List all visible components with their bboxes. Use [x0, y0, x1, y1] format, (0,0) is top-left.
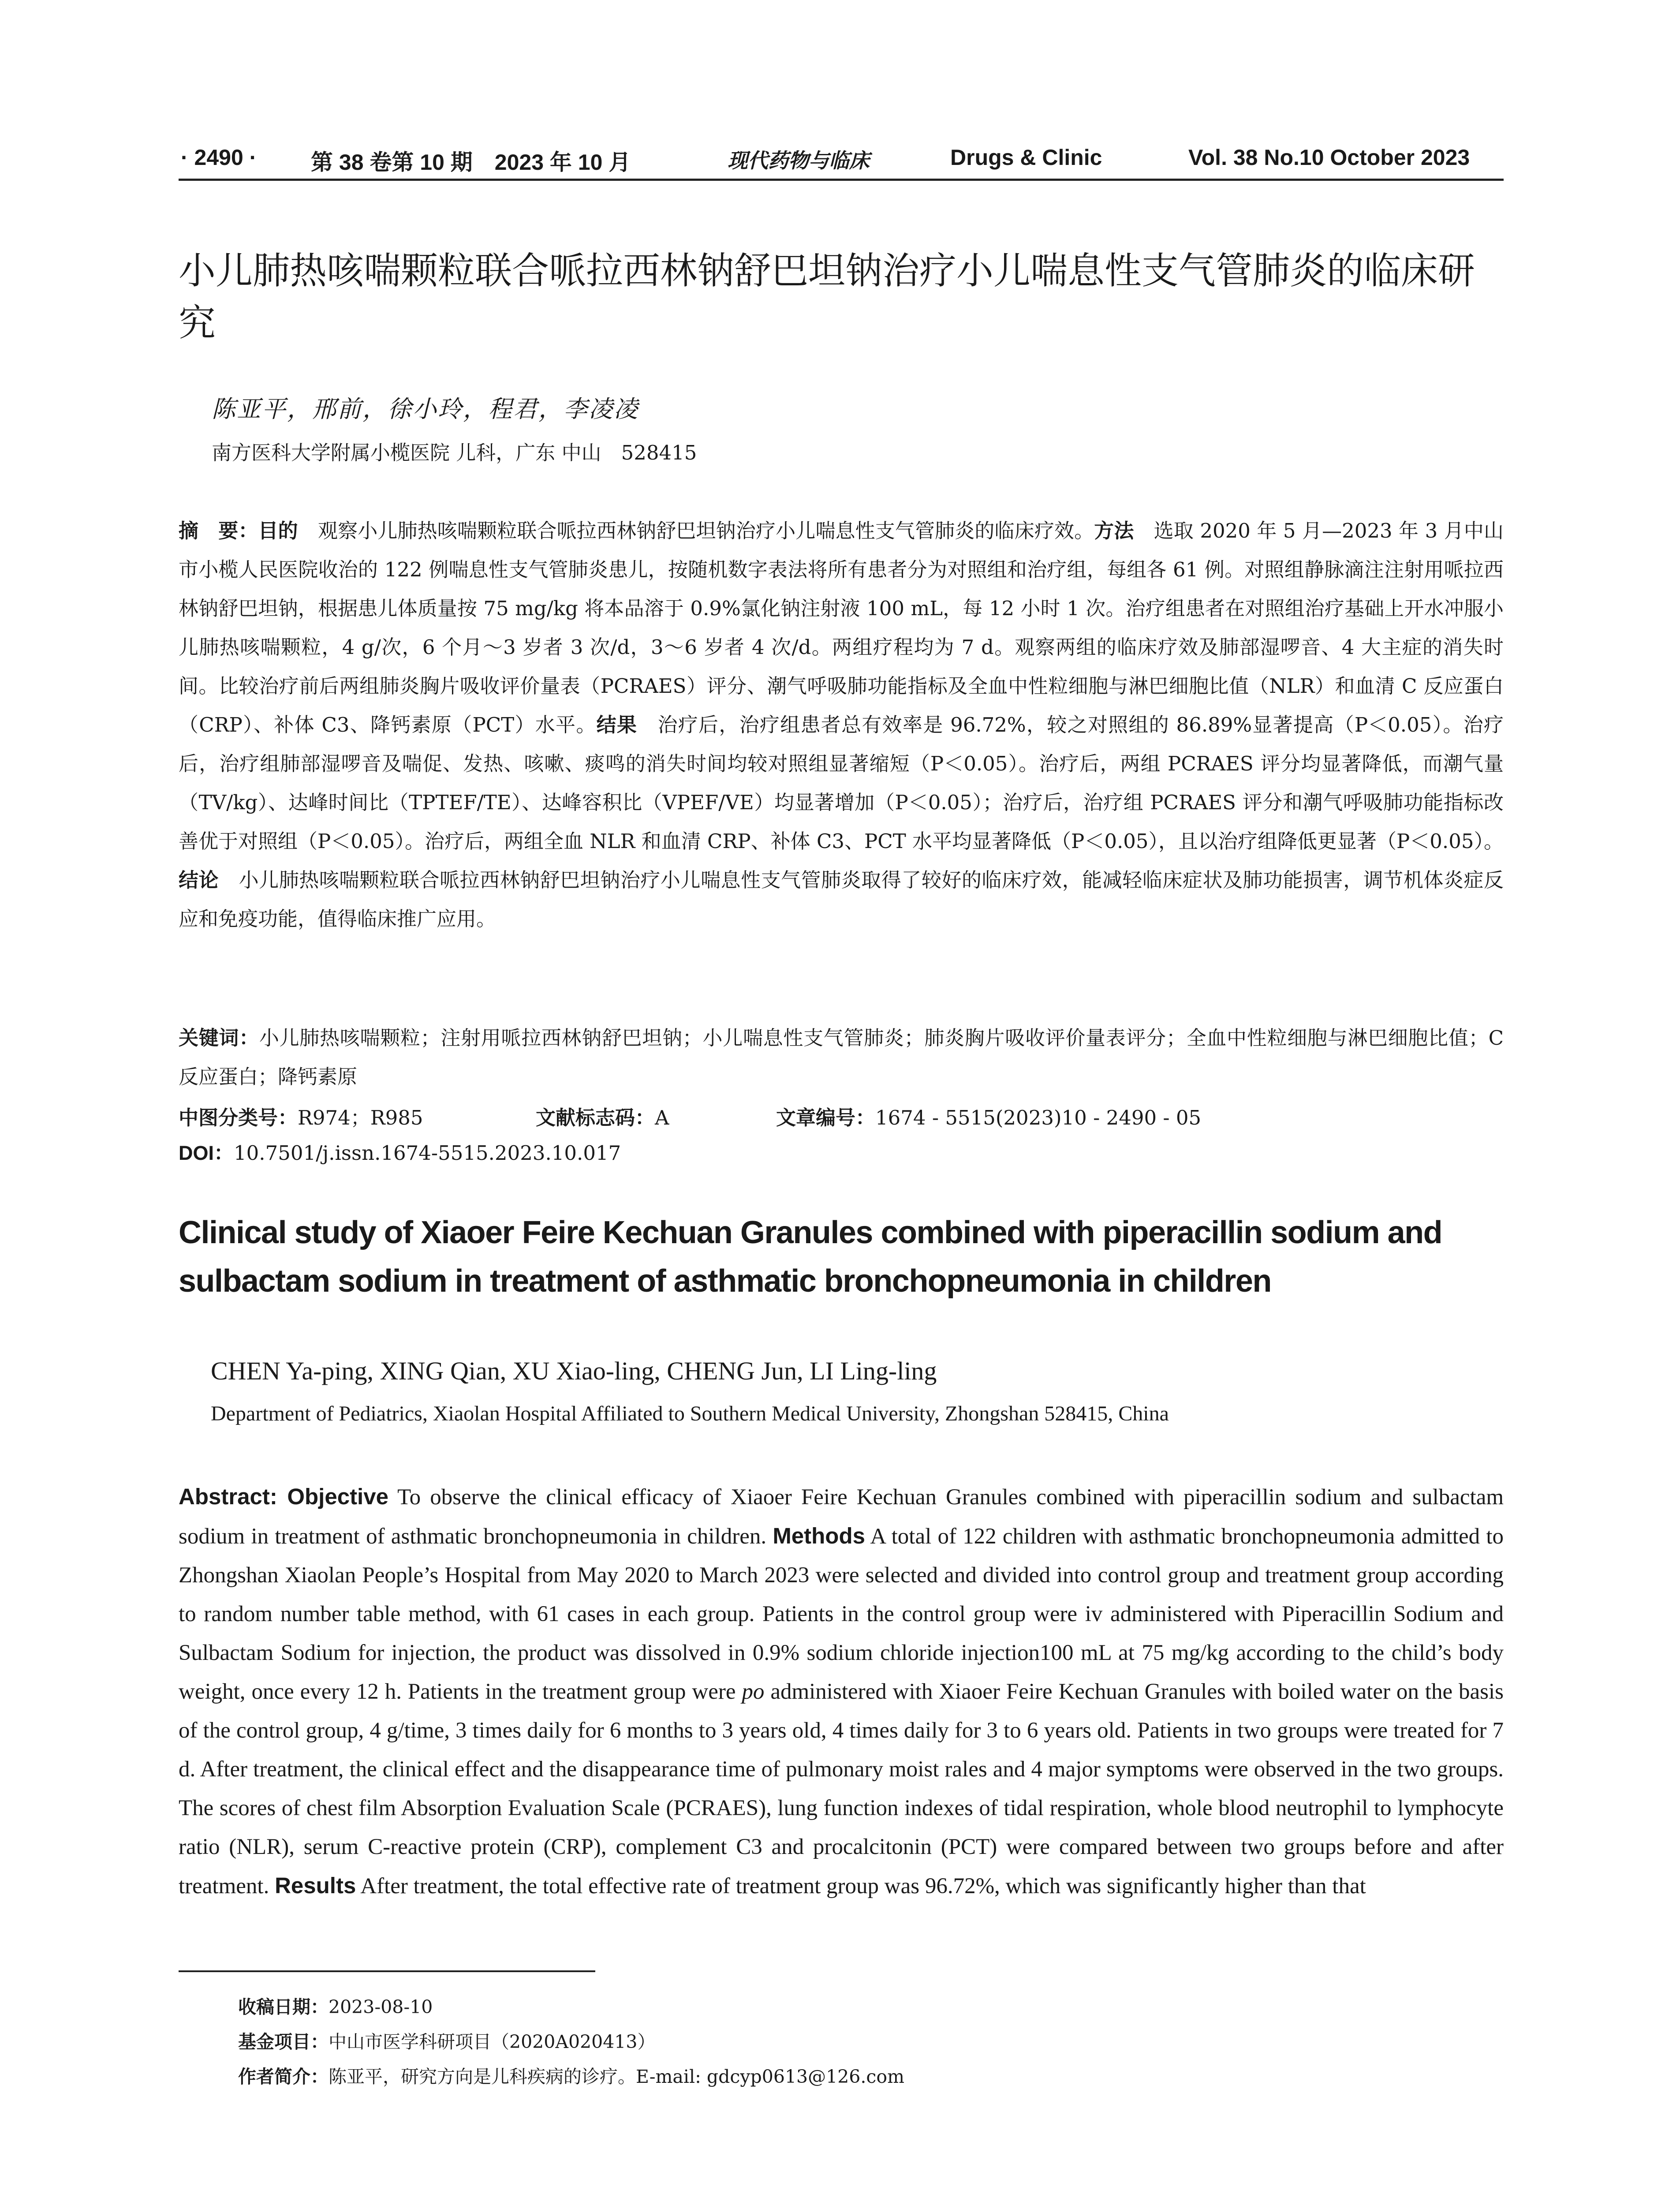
keywords-text-cn: 小儿肺热咳喘颗粒；注射用哌拉西林钠舒巴坦钠；小儿喘息性支气管肺炎；肺炎胸片吸收评价量表评分；全血中性粒细胞与淋巴细胞比值；C 反应蛋白；降钙素原	[179, 1026, 1504, 1088]
footnote-rule	[179, 1970, 595, 1972]
issue-info-cn: 第 38 卷第 10 期 2023 年 10 月	[311, 150, 631, 175]
abstract-cn	[179, 512, 1504, 938]
po-abbrev: po	[742, 1679, 765, 1704]
doi-label: DOI：	[179, 1142, 234, 1164]
results-label-en: Results	[275, 1873, 356, 1898]
methods-text-en: A total of 122 children with asthmatic bronchopneumonia admitted to Zhongshan Xiaolan People’s Hospital from May 2020 to March 2023 were selected and divided into control group and treatment group according to random number table method, with 61 cases in each group. Patients in the control group were iv administered with Piperacillin Sodium and Sulbactam Sodium for injection, the product was dissolved in 0.9% sodium chloride injection100 mL at 75 mg/kg according to the child’s body weight, once every 12 h. Patients in the treatment group were	[179, 1524, 1504, 1704]
methods-text-en-cont: administered with Xiaoer Feire Kechuan Granules with boiled water on the basis of the control group, 4 g/time, 3 times daily for 6 months to 3 years old, 4 times daily for 3 to 6 years old. Patients in two groups were treated for 7 d. After treatment, the clinical effect and the disappearance time of pulmonary moist rales and 4 major symptoms were observed in the two groups. The scores of chest film Absorption Evaluation Scale (PCRAES), lung function indexes of tidal respiration, whole blood neutrophil to lymphocyte ratio (NLR), serum C-reactive protein (CRP), complement C3 and procalcitonin (PCT) were compared between two groups before and after treatment.	[179, 1679, 1504, 1899]
page-number: · 2490 ·	[181, 145, 257, 170]
article-number: 文章编号：1674 - 5515(2023)10 - 2490 - 05	[776, 1106, 1202, 1129]
doi-value: 10.7501/j.issn.1674-5515.2023.10.017	[234, 1141, 621, 1165]
header-rule	[179, 179, 1504, 181]
journal-name-cn: 现代药物与临床	[728, 149, 870, 172]
issue-info-en: Vol. 38 No.10 October 2023	[1188, 145, 1470, 170]
article-title-cn: 小儿肺热咳喘颗粒联合哌拉西林钠舒巴坦钠治疗小儿喘息性支气管肺炎的临床研究	[179, 249, 1475, 344]
abstract-label-en: Abstract:	[179, 1484, 287, 1509]
authors-cn: 陈亚平，邢前，徐小玲，程君，李凌凌	[212, 395, 639, 423]
objective-text-en: To observe the clinical efficacy of Xiaoer Feire Kechuan Granules combined with piperacillin sodium and sulbactam sodium in treatment of asthmatic bronchopneumonia in children.	[179, 1485, 1504, 1549]
running-header	[179, 140, 1504, 180]
affiliation-cn: 南方医科大学附属小榄医院 儿科，广东 中山 528415	[212, 441, 697, 464]
footnote-funding: 基金项目：中山市医学科研项目（2020A020413）	[238, 2031, 656, 2052]
conclusion-text-cn: 小儿肺热咳喘颗粒联合哌拉西林钠舒巴坦钠治疗小儿喘息性支气管肺炎取得了较好的临床疗效，能减轻临床症状及肺功能损害，调节机体炎症反应和免疫功能，值得临床推广应用。	[179, 868, 1504, 931]
methods-text-cn: 选取 2020 年 5 月—2023 年 3 月中山市小榄人民医院收治的 122 例喘息性支气管肺炎患儿，按随机数字表法将所有患者分为对照组和治疗组，每组各 61 例。对照组静脉滴注注射用哌拉西林钠舒巴坦钠，根据患儿体质量按 75 mg/kg 将本品溶于 0.9%氯化钠注射液 100 mL，每 12 小时 1 次。治疗组患者在对照组治疗基础上开水冲服小儿肺热咳喘颗粒，4 g/次，6 个月～3 岁者 3 次/d，3～6 岁者 4 次/d。两组疗程均为 7 d。观察两组的临床疗效及肺部湿啰音、4 大主症的消失时间。比较治疗前后两组肺炎胸片吸收评价量表（PCRAES）评分、潮气呼吸肺功能指标及全血中性粒细胞与淋巴细胞比值（NLR）和血清 C 反应蛋白（CRP）、补体 C3、降钙素原（PCT）水平。	[179, 519, 1504, 736]
keywords-cn	[179, 1019, 1504, 1096]
objective-label-en: Objective	[287, 1484, 388, 1509]
footnote-received: 收稿日期：2023-08-10	[238, 1996, 433, 2018]
article-title-en: Clinical study of Xiaoer Feire Kechuan Granules combined with piperacillin sodium and sulbactam sodium in treatment of asthmatic bronchopneumonia in children	[179, 1215, 1442, 1299]
objective-text-cn: 观察小儿肺热咳喘颗粒联合哌拉西林钠舒巴坦钠治疗小儿喘息性支气管肺炎的临床疗效。	[298, 519, 1094, 542]
clc-number: 中图分类号：R974；R985	[179, 1106, 423, 1129]
classification-row	[179, 1098, 1504, 1133]
methods-label-en: Methods	[773, 1523, 865, 1548]
results-text-cn: 治疗后，治疗组患者总有效率是 96.72%，较之对照组的 86.89%显著提高（P＜0.05）。治疗后，治疗组肺部湿啰音及喘促、发热、咳嗽、痰鸣的消失时间均较对照组显著缩短（P＜0.05）。治疗后，两组 PCRAES 评分均显著降低，而潮气量（TV/kg）、达峰时间比（TPTEF/TE）、达峰容积比（VPEF/VE）均显著增加（P＜0.05）；治疗后，治疗组 PCRAES 评分和潮气呼吸肺功能指标改善优于对照组（P＜0.05）。治疗后，两组全血 NLR 和血清 CRP、补体 C3、PCT 水平均显著降低（P＜0.05），且以治疗组降低更显著（P＜0.05）。	[179, 713, 1504, 853]
journal-name-en: Drugs & Clinic	[950, 145, 1102, 170]
keywords-label-cn: 关键词：	[179, 1027, 259, 1049]
abstract-en	[179, 1477, 1504, 1906]
affiliation-en: Department of Pediatrics, Xiaolan Hospital Affiliated to Southern Medical University, Zhongshan 528415, China	[211, 1402, 1169, 1425]
document-code: 文献标志码：A	[536, 1106, 669, 1129]
results-text-en: After treatment, the total effective rate of treatment group was 96.72%, which was significantly higher than that	[356, 1874, 1366, 1899]
objective-label-cn: 目的	[258, 519, 298, 542]
results-label-cn: 结果	[596, 714, 638, 736]
methods-label-cn: 方法	[1094, 519, 1134, 542]
abstract-label-cn: 摘 要：	[179, 519, 258, 542]
footnote-author-bio: 作者简介：陈亚平，研究方向是儿科疾病的诊疗。E-mail: gdcyp0613@126.com	[238, 2066, 904, 2087]
doi	[179, 1137, 621, 1166]
authors-en: CHEN Ya-ping, XING Qian, XU Xiao-ling, CHENG Jun, LI Ling-ling	[211, 1357, 937, 1385]
conclusion-label-cn: 结论	[179, 869, 219, 891]
